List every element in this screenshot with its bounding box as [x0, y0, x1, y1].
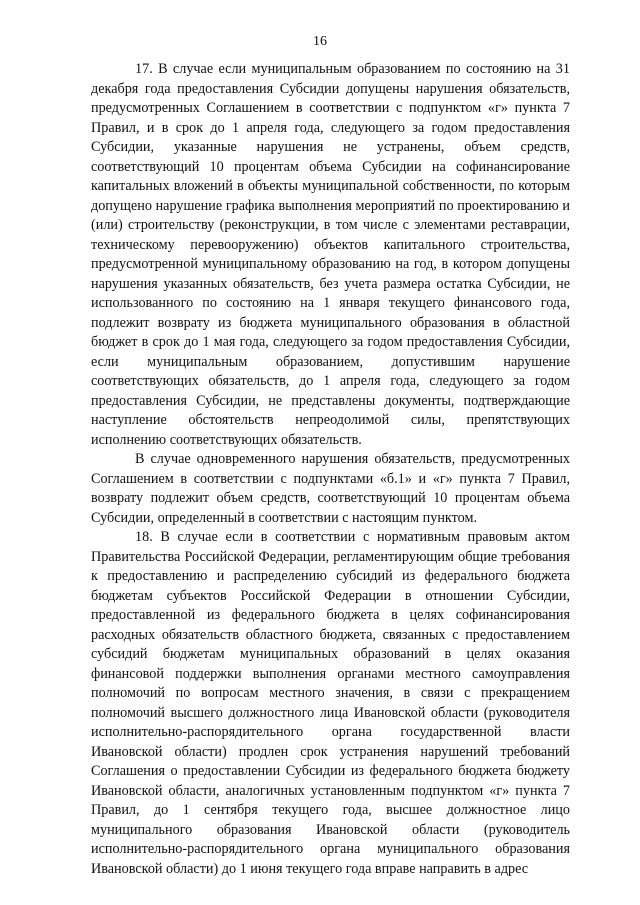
- paragraph-17: 17. В случае если муниципальным образованием по состоянию на 31 декабря года предоставления Субсидии допущены нарушения обязательств, предусмотренных Соглашением в соответствии с подпунктом «г» пункта 7 Правил, и в срок до 1 апреля года, следующего за годом предоставления Субсидии, указанные нарушения не устранены, объем средств, соответствующий 10 процентам объема Субсидии на софинансирование капитальных вложений в объекты муниципальной собственности, по которым допущено нарушение графика выполнения мероприятий по проектированию и (или) строительству (реконструкции, в том числе с элементами реставрации, техническому перевооружению) объектов капитального строительства, предусмотренной муниципальному образованию на год, в котором допущены нарушения указанных обязательств, без учета размера остатка Субсидии, не использованного по состоянию на 1 января текущего финансового года, подлежит возврату из бюджета муниципального образования в областной бюджет в срок до 1 мая года, следующего за годом предоставления Субсидии, если муниципальным образованием, допустившим нарушение соответствующих обязательств, до 1 апреля года, следующего за годом предоставления Субсидии, не представлены документы, подтверждающие наступление обстоятельств непреодолимой силы, препятствующих исполнению соответствующих обязательств.: [91, 61, 570, 448]
- paragraph-17-continuation: В случае одновременного нарушения обязательств, предусмотренных Соглашением в соответствии с подпунктами «б.1» и «г» пункта 7 Правил, возврату подлежит объем средств, соответствующий 10 процентам объема Субсидии, определенный в соответствии с настоящим пунктом.: [91, 451, 570, 526]
- page-number: 16: [313, 34, 327, 49]
- document-body: [91, 60, 570, 879]
- paragraph-18: 18. В случае если в соответствии с нормативным правовым актом Правительства Российской Федерации, регламентирующим общие требования к предоставлению и распределению субсидий из федерального бюджета бюджетам субъектов Российской Федерации в отношении Субсидии, предоставленной из федерального бюджета в целях софинансирования расходных обязательств областного бюджета, связанных с предоставлением субсидий бюджетам муниципальных образований в целях оказания финансовой поддержки выполнения органами местного самоуправления полномочий по вопросам местного значения, в связи с прекращением полномочий высшего должностного лица Ивановской области (руководителя исполнительно-распорядительного органа государственной власти Ивановской области) продлен срок устранения нарушений требований Соглашения о предоставлении Субсидии из федерального бюджета бюджету Ивановской области, аналогичных установленным подпунктом «г» пункта 7 Правил, до 1 сентября текущего года, высшее должностное лицо муниципального образования Ивановской области (руководитель исполнительно-распорядительного органа муниципального образования Ивановской области) до 1 июня текущего года вправе направить в адрес: [91, 529, 570, 877]
